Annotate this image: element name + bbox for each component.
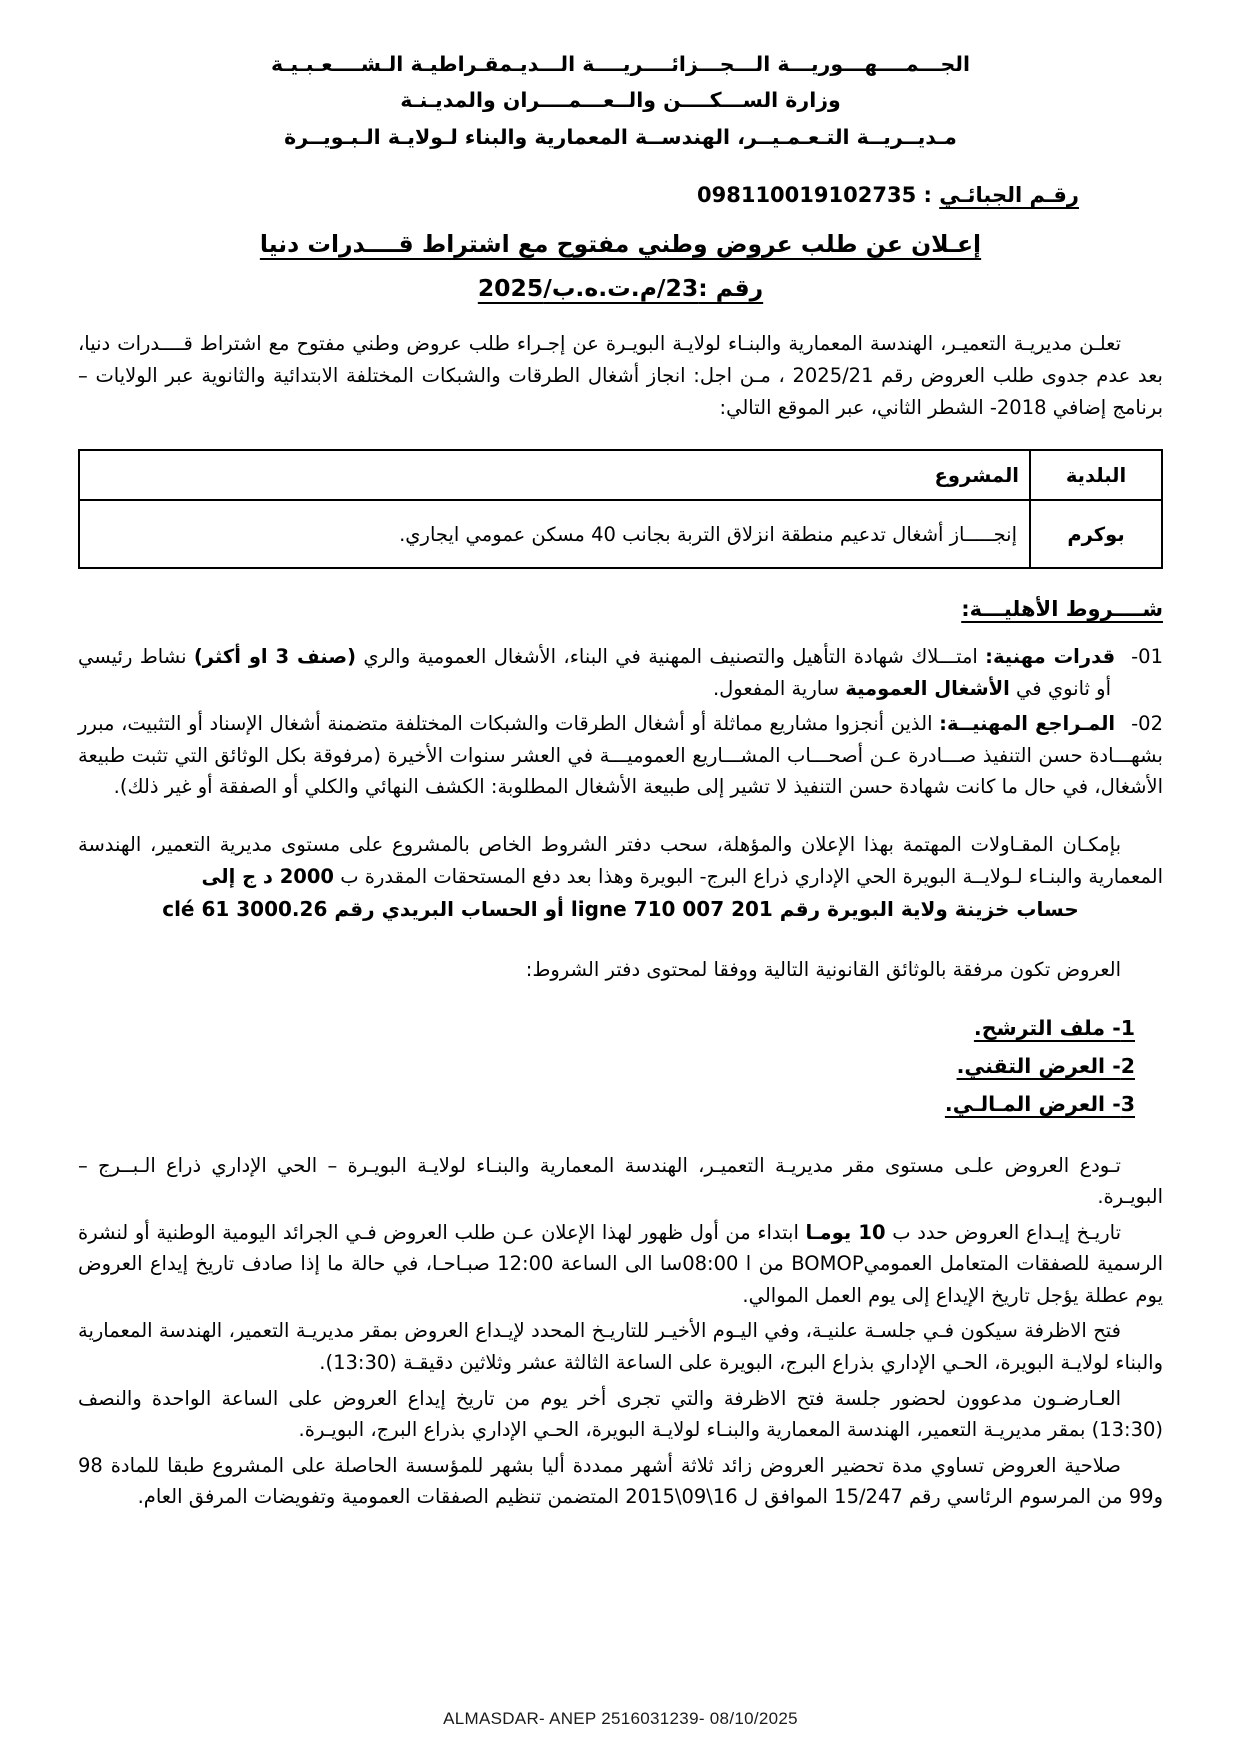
condition-2-text: الذين أنجزوا مشاريع مماثلة أو أشغال الطرقات والشبكات المختلفة متضمنة أشغال الإسناد أو التثبيت، مبرر بشهـــادة حسن التنفيذ صـــادرة عـن أصحـــاب المشـــاريع العموميـــة في العشر سنوات الأخيرة (مرفوقة بكل الوثائق التي تثبت طبيعة الأشغال، في حال ما كانت شهادة حسن التنفيذ لا تشير إلى طبيعة الأشغال المطلوبة: الكشف النهائي والكلي أو الصفقة أو غير ذلك). <box>78 712 1163 799</box>
announcement-title <box>78 223 1163 310</box>
docs-intro-paragraph: العروض تكون مرفقة بالوثائق القانونية التالية ووفقا لمحتوى دفتر الشروط: <box>525 958 1121 982</box>
eligibility-heading: شــــروط الأهليـــة: <box>961 597 1163 622</box>
table-header-row <box>79 450 1162 500</box>
withdraw-text: بإمكـان المقـاولات المهتمة بهذا الإعلان والمؤهلة، سحب دفتر الشروط الخاص بالمشروع على مستوى مديرية التعمير، الهندسة المعمارية والبنـاء لـولايــة البويرة الحي الإداري ذراع البرج- البويرة وهذا بعد دفع المستحقات المقدرة ب <box>78 833 1163 888</box>
projects-table <box>78 449 1163 569</box>
validity-paragraph: صلاحية العروض تساوي مدة تحضير العروض زائد ثلاثة أشهر ممددة أليا بشهر للمؤسسة الحاصلة على المشروع طبقا للمادة 98 و99 من المرسوم الرئاسي رقم 15/247 الموافق ل 16\09\2015 المتضمن تنظيم الصفقات العمومية وتفويضات المرفق العام. <box>78 1453 1163 1509</box>
municipality-cell: بوكرم <box>1030 500 1162 568</box>
offer-item-technical: 2- العرض التقني. <box>956 1053 1135 1078</box>
condition-2-number: 02- <box>1131 712 1163 736</box>
header-republic-line: الجـــمــــهـــوريـــة الـــجـــزائــــريــــة الـــديـمقـراطيـة الـشــــعـبـيـة <box>270 52 971 76</box>
withdraw-fee: 2000 د ج إلى <box>201 864 334 888</box>
account-line: حساب خزينة ولاية البويرة رقم 201 007 ligne 710 أو الحساب البريدي رقم 3000.26 clé 61 <box>162 897 1079 922</box>
condition-item-1: 01-قدرات مهنية: امتـــلاك شهادة التأهيل والتصنيف المهنية في البناء، الأشغال العمومية والري (صنف 3 او أكثر) نشاط رئيسي أو ثانوي في الأشغال العمومية سارية المفعول. <box>78 645 1163 700</box>
project-header-cell: المشروع <box>79 450 1030 500</box>
anep-footer: ALMASDAR- ANEP 2516031239- 08/10/2025 <box>443 1709 798 1728</box>
offer-item-financial: 3- العرض المـالـي. <box>944 1091 1135 1116</box>
document-header <box>78 46 1163 155</box>
project-cell: إنجـــــاز أشغال تدعيم منطقة انزلاق التربة بجانب 40 مسكن عمومي ايجاري. <box>79 500 1030 568</box>
condition-item-2 <box>78 708 1163 803</box>
invitation-paragraph: العـارضـون مدعوون لحضور جلسة فتح الاظرفة والتي تجرى أخر يوم من تاريخ إيداع العروض على الساعة الواحدة والنصف (13:30) بمقر مديريـة التعمير، الهندسة المعمارية والبنـاء لولايـة البويرة، الحـي الإداري بذراع البرج، البويـرة. <box>78 1386 1163 1442</box>
withdraw-paragraph <box>78 829 1163 892</box>
municipality-header-cell: البلدية <box>1030 450 1162 500</box>
deadline-text: تاريـخ إيـداع العروض حدد ب <box>885 1220 1122 1244</box>
table-row <box>79 500 1162 568</box>
tax-id-line <box>78 183 1079 207</box>
condition-1-number: 01- <box>1131 645 1163 669</box>
offers-list <box>78 1010 1135 1124</box>
tax-id-separator: : <box>916 183 940 208</box>
condition-1-label: قدرات مهنية: <box>985 645 1116 669</box>
condition-2-label: المـراجع المهنيــة: <box>939 712 1116 736</box>
condition-1-class-requirement: (صنف 3 او أكثر) <box>193 645 356 669</box>
condition-1-text: امتـــلاك شهادة التأهيل والتصنيف المهنية في البناء، الأشغال العمومية والري <box>356 645 986 669</box>
opening-paragraph: فتح الاظرفة سيكون فـي جلسـة علنيـة، وفي اليـوم الأخيـر للتاريـخ المحدد لإيـداع العروض بمقر مديريـة التعمير، الهندسة المعمارية والبناء لولايـة البويرة، الحـي الإداري بذراع البرج، البويرة على الساعة الثالثة عشر وثلاثين دقيقـة (13:30). <box>78 1319 1163 1374</box>
title-line-1: إعـلان عن طلب عروض وطني مفتوح مع اشتراط قــــدرات دنيا <box>259 230 982 259</box>
title-line-2: رقم :23/م.ت.ه.ب/2025 <box>477 273 764 302</box>
header-directorate-line: مـديــريــة التـعـمـيــر، الهندســة المعمارية والبناء لـولايـة الـبـويــرة <box>284 124 957 149</box>
tax-id-number: 098110019102735 <box>697 183 917 208</box>
header-ministry-line: وزارة الســـكــــن والــعـــمــــران والمديـنـة <box>400 88 841 113</box>
deadline-paragraph: تاريـخ إيـداع العروض حدد ب 10 يومـا ابتداء من أول ظهور لهذا الإعلان عـن طلب العروض فـي الجرائد اليومية الوطنية أو لنشرة الرسمية للصفقات المتعامل العموميBOMOP من ا 08:00سا الى الساعة 12:00 صبـاحـا، في حالة ما إذا صادف تاريخ إيداع العروض يوم عطلة يؤجل تاريخ الإيداع إلى يوم العمل الموالي. <box>78 1220 1164 1307</box>
intro-paragraph: تعلـن مديريـة التعميـر، الهندسة المعمارية والبنـاء لولايـة البويـرة عن إجـراء طلب عروض وطني مفتوح مع اشتراط قــــدرات دنيا، بعد عدم جدوى طلب العروض رقم 2025/21 ، مـن اجل: انجاز أشغال الطرقات والشبكات المختلفة الابتدائية والثانوية عبر الولايات – برنامج إضافي 2018- الشطر الثاني، عبر الموقع التالي: <box>78 332 1163 419</box>
submission-paragraph: تـودع العروض علـى مستوى مقر مديريـة التعميـر، الهندسة المعمارية والبنـاء لولايـة البويـرة – الحي الإداري ذراع الـبــرج – البويـرة. <box>78 1153 1163 1209</box>
tax-id-label: رقـم الجبائـي <box>939 183 1079 208</box>
deadline-duration: 10 يومـا <box>805 1220 886 1244</box>
offer-item-candidacy: 1- ملف الترشح. <box>973 1015 1135 1040</box>
condition-1-activity: الأشغال العمومية <box>845 676 1010 700</box>
